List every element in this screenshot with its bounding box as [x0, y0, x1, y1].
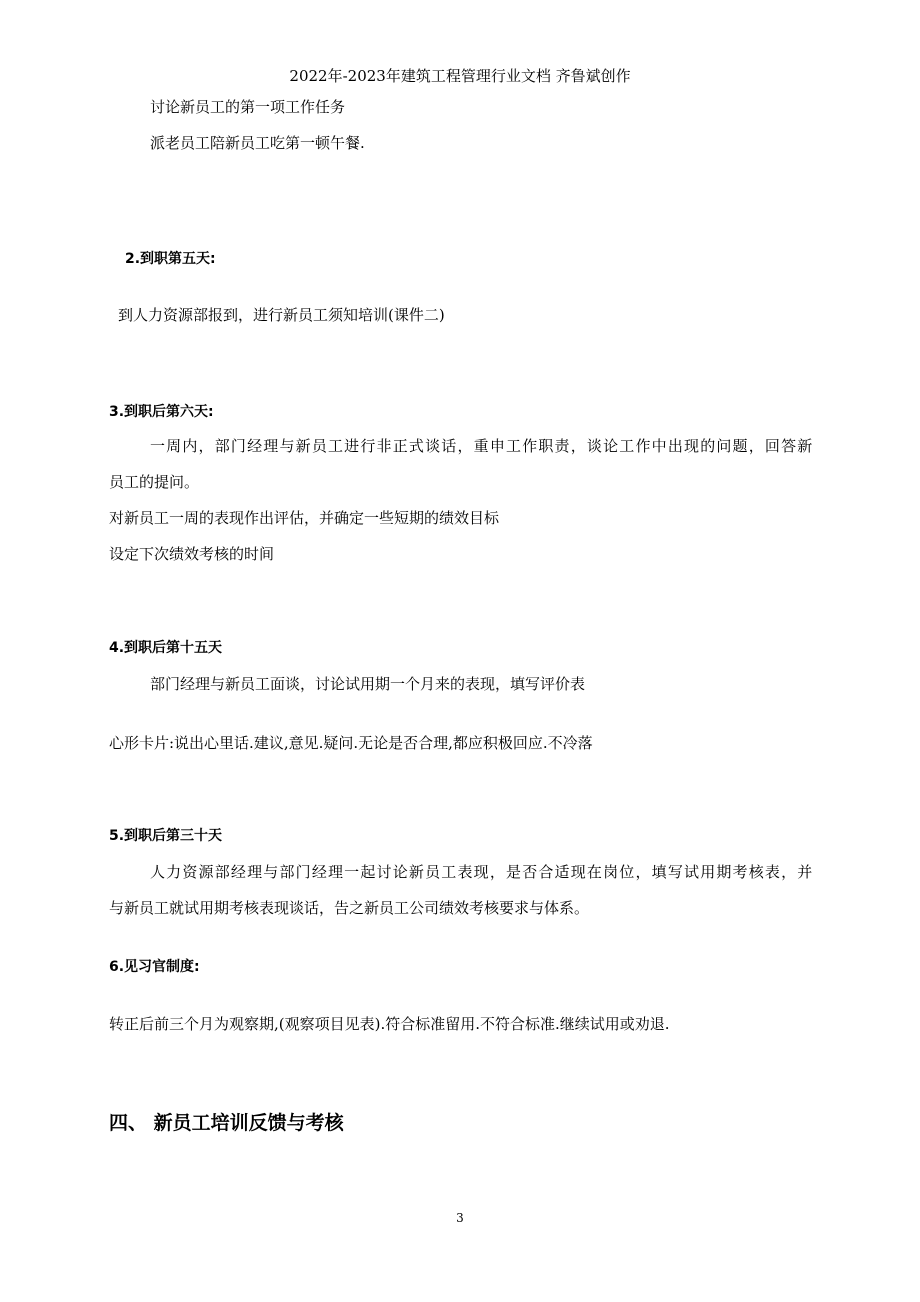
intro-line-lunch: 派老员工陪新员工吃第一顿午餐. [150, 134, 365, 152]
section-4-line-2: 心形卡片:说出心里话.建议,意见.疑问.无论是否合理,都应积极回应.不冷落 [109, 734, 593, 752]
section-2-title: 2.到职第五天: [125, 251, 216, 267]
section-3-title: 3.到职后第六天: [109, 404, 214, 420]
chapter-4-heading: 四、 新员工培训反馈与考核 [109, 1112, 344, 1134]
section-2-line: 到人力资源部报到，进行新员工须知培训(课件二) [118, 306, 445, 324]
section-3-line-2: 对新员工一周的表现作出评估，并确定一些短期的绩效目标 [109, 509, 500, 527]
section-3-line-3: 设定下次绩效考核的时间 [109, 545, 275, 563]
section-5-title: 5.到职后第三十天 [109, 828, 223, 844]
section-3-line-1a: 一周内，部门经理与新员工进行非正式谈话，重申工作职责，谈论工作中出现的问题，回答新 [150, 437, 812, 455]
page-number: 3 [456, 1211, 464, 1225]
section-6-line-1: 转正后前三个月为观察期,(观察项目见表).符合标准留用.不符合标准.继续试用或劝退. [109, 1015, 670, 1033]
section-6-title: 6.见习官制度: [109, 959, 200, 975]
intro-line-first-task: 讨论新员工的第一项工作任务 [150, 98, 346, 116]
section-3-line-1b: 员工的提问。 [109, 473, 200, 491]
section-5-line-1b: 与新员工就试用期考核表现谈话，告之新员工公司绩效考核要求与体系。 [109, 899, 590, 917]
section-4-title: 4.到职后第十五天 [109, 640, 223, 656]
section-5-line-1a: 人力资源部经理与部门经理一起讨论新员工表现，是否合适现在岗位，填写试用期考核表，并 [150, 863, 812, 881]
section-4-line-1: 部门经理与新员工面谈，讨论试用期一个月来的表现，填写评价表 [150, 675, 586, 693]
page-header: 2022年-2023年建筑工程管理行业文档 齐鲁斌创作 [289, 67, 631, 85]
